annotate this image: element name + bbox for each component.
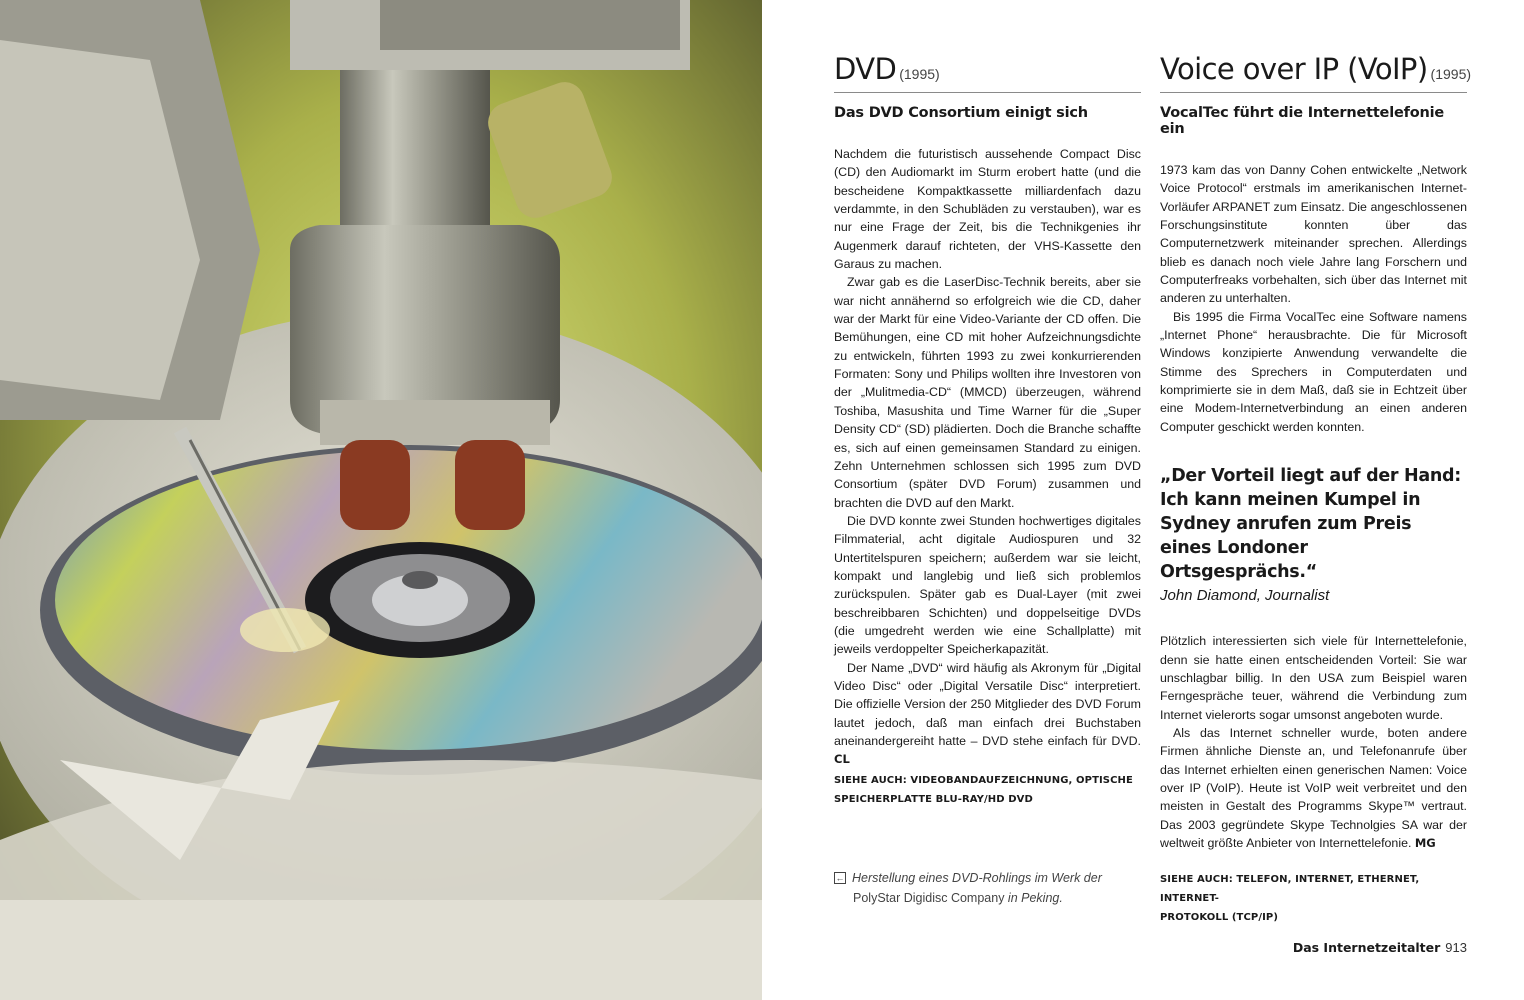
page-footer [1293,940,1467,955]
dvd-subtitle: Das DVD Consortium einigt sich [834,105,1088,121]
caption-line-2 [834,888,1124,908]
footer-section: Das Internetzeitalter [1292,940,1441,955]
dvd-heading [834,52,1141,93]
dvd-see-also-line-2: SPEICHERPLATTE BLU-RAY/HD DVD [834,794,1033,805]
voip-paragraph-4-text: Als das Internet schneller wurde, boten andere Firmen ähnliche Dienste an, und Telefonanrufe über das Internet erhielten einen generischen Namen: Voice over IP (VoIP). Heute ist VoIP weit verbreitet und den meisten in Gestalt des Programms Skype™ vertraut. Das 2003 gegründete Skype Technolgies SA war der weltweit größte Anbieter von Internettelefonie. [1160,725,1467,850]
dvd-year: (1995) [899,66,940,82]
voip-see-also-line-2: PROTOKOLL (TCP/IP) [1160,912,1279,923]
caption-line-1: Herstellung eines DVD-Rohlings im Werk der [852,871,1102,885]
dvd-body [834,145,1141,769]
arrow-left-icon: ← [835,873,845,883]
dvd-signature: CL [834,752,850,767]
voip-heading [1160,52,1472,93]
page-number: 913 [1445,940,1467,955]
dvd-paragraph-4 [834,659,1141,769]
quote-text: „Der Vorteil liegt auf der Hand: Ich kann meinen Kumpel in Sydney anrufen zum Preis eines Londoner Ortsgesprächs.“ [1160,466,1461,583]
voip-year: (1995) [1430,66,1472,82]
dvd-paragraph-3: Die DVD konnte zwei Stunden hochwertiges digitales Filmmaterial, acht digitale Audiospuren und 32 Untertitelspuren speichern; außerdem war sie leicht, kompakt und langlebig und ließ sich problemlos zurückspulen. Später gab es Dual-Layer (mit zwei beschreibbaren Schichten) und doppelseitige DVDs (die umgedreht werden wie eine Schallplatte) mit jeweils verdoppelter Speicherkapazität. [834,513,1141,657]
caption-place: in Peking. [1004,891,1063,905]
voip-article [1160,52,1472,852]
pull-quote [1160,464,1467,604]
voip-paragraph-2: Bis 1995 die Firma VocalTec eine Software namens „Internet Phone“ herausbrachte. Die für Microsoft Windows konzipierte Anwendung verwandelte die Stimme des Sprechers in Computerdaten und komprimierte sie in dem Maß, daß sie in Echtzeit über eine Modem-Internetverbindung an einen anderen Computer geschickt werden konnten. [1160,309,1467,434]
photo-caption [834,868,1124,908]
dvd-see-also [834,771,1134,809]
dvd-paragraph-1: Nachdem die futuristisch aussehende Compact Disc (CD) den Audiomarkt im Sturm erobert hatte (und die bescheidene Kompaktkassette milliardenfach dazu verdammte, in den Schubläden zu verstauben), war es nur eine Frage der Zeit, bis die Technikgenies ihr Augenmerk darauf richteten, der VHS-Kassette den Garaus zu machen. [834,147,1141,272]
quote-author: John Diamond, Journalist [1160,587,1330,605]
voip-subtitle: VocalTec führt die Internettelefonie ein [1160,105,1444,137]
dvd-title: DVD [834,52,897,86]
voip-see-also-line-1: SIEHE AUCH: TELEFON, INTERNET, ETHERNET, INTERNET- [1160,874,1420,904]
voip-paragraph-3: Plötzlich interessierten sich viele für Internettelefonie, denn sie hatte einen entscheidenden Vorteil: Sie war unschlagbar billig. In den USA zum Beispiel waren Ferngespräche teuer, während die Verbindung zum Internet vielerorts sogar umsonst angeboten wurde. [1160,634,1467,722]
dvd-paragraph-4-text: Der Name „DVD“ wird häufig als Akronym für „Digital Video Disc“ oder „Digital Versatile Disc“ interpretiert. Die offizielle Version der 250 Mitglieder des DVD Forum lautet jedoch, daß man einfach drei Buchstaben aneinandergereiht hatte – DVD stehe einfach für DVD. [834,660,1141,748]
caption-company: PolyStar Digidisc Company [853,891,1005,905]
voip-title: Voice over IP (VoIP) [1160,52,1428,86]
voip-see-also [1160,870,1460,927]
dvd-paragraph-2: Zwar gab es die LaserDisc-Technik bereits, aber sie war nicht annähernd so erfolgreich wie die CD, daher war der Markt für eine Video-Variante der CD offen. Die Bemühungen, eine CD mit hoher Aufzeichnungsdichte zu entwickeln, führten 1993 zu zwei konkurrierenden Formaten: Sony und Philips wollten ihre Investoren von der „Mulitmedia-CD“ (MMCD) überzeugen, während Toshiba, Masushita und Time Warner für die „Super Density CD“ (SD) plädierten. Doch die Branche schaffte es, sich auf einen gemeinsamen Standard zu einigen. Zehn Unternehmen schlossen sich 1995 zum DVD Consortium (später DVD Forum) zusammen und brachten die DVD auf den Markt. [834,275,1141,510]
voip-body-1 [1160,161,1467,436]
dvd-article [834,52,1141,769]
voip-paragraph-4 [1160,724,1467,852]
dvd-see-also-line-1: SIEHE AUCH: VIDEOBANDAUFZEICHNUNG, OPTISCHE [834,775,1133,786]
voip-paragraph-1: 1973 kam das von Danny Cohen entwickelte „Network Voice Protocol“ erstmals im amerikanischen Internet-Vorläufer ARPANET zum Einsatz. Die angeschlossenen Forschungsinstitute konnten über das Computernetzwerk miteinander sprechen. Allerdings blieb es danach noch viele Jahre lang Forschern und Computerfreaks vorbehalten, sich über das Internet mit anderen zu unterhalten. [1160,163,1467,306]
voip-signature: MG [1414,835,1436,850]
voip-body-2 [1160,632,1467,852]
